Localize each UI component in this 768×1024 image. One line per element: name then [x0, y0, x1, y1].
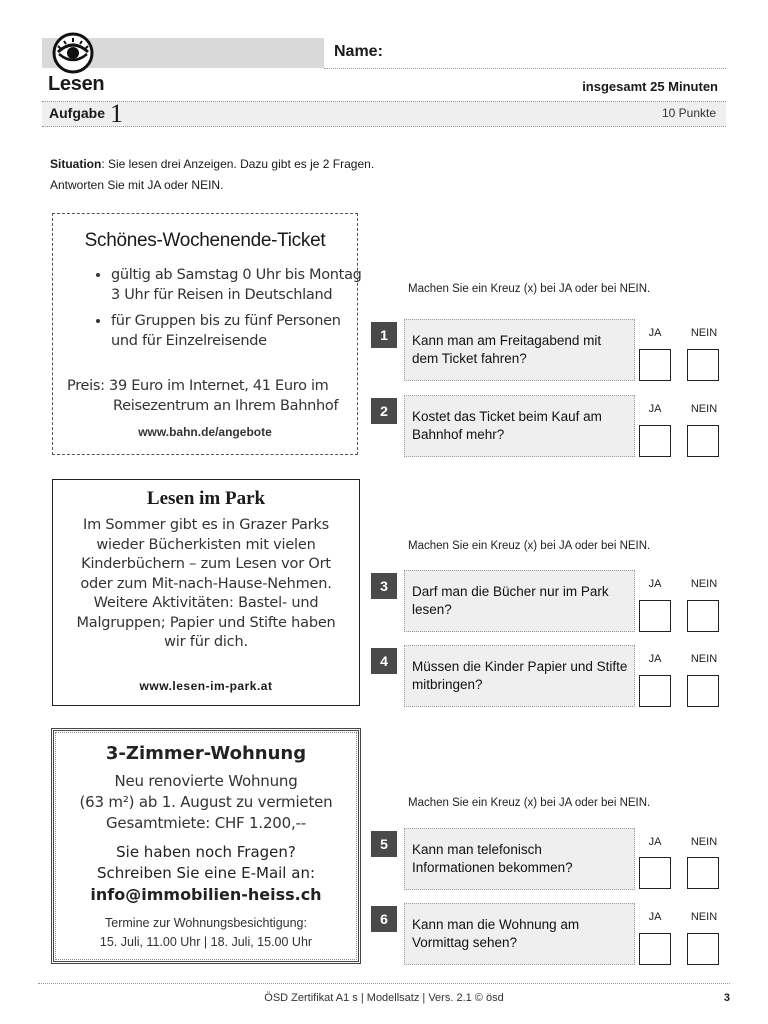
ad-apartment: [51, 728, 361, 964]
checkbox-ja-6[interactable]: [639, 933, 671, 965]
checkbox-ja-5[interactable]: [639, 857, 671, 889]
nein-label-4: NEIN: [690, 653, 718, 665]
eye-icon: [50, 32, 96, 74]
nein-label-2: NEIN: [690, 403, 718, 415]
ja-label-4: JA: [648, 653, 662, 665]
ad-ticket-bullet-1: • gültig ab Samstag 0 Uhr bis Montag 3 Uhr für Reisen in Deutschland: [111, 265, 371, 305]
ad-apartment-visits-2: 15. Juli, 11.00 Uhr | 18. Juli, 15.00 Uhr: [99, 935, 313, 949]
checkbox-nein-3[interactable]: [687, 600, 719, 632]
question-text-4: Müssen die Kinder Papier und Stifte mitbringen?: [412, 659, 628, 692]
question-number-4: 4: [371, 648, 397, 674]
question-6: [404, 903, 635, 965]
nein-label-3: NEIN: [690, 578, 718, 590]
checkbox-nein-4[interactable]: [687, 675, 719, 707]
ad-apartment-desc-2: (63 m²) ab 1. August zu vermieten: [79, 793, 333, 811]
ad-ticket-title: Schönes-Wochenende-Ticket: [84, 230, 326, 251]
situation-line2: Antworten Sie mit JA oder NEIN.: [50, 178, 224, 192]
instruction-2: Machen Sie ein Kreuz (x) bei JA oder bei NEIN.: [408, 540, 651, 552]
nein-label-6: NEIN: [690, 911, 718, 923]
ad-apartment-title: 3-Zimmer-Wohnung: [105, 743, 307, 764]
ad-apartment-contact-1: Sie haben noch Fragen?: [116, 843, 296, 861]
page-number: 3: [723, 992, 730, 1004]
question-1: [404, 319, 635, 381]
ad-ticket-price-line1: Preis: 39 Euro im Internet, 41 Euro im: [67, 378, 329, 394]
footer-divider: [38, 983, 730, 984]
question-number-1: 1: [371, 322, 397, 348]
checkbox-ja-1[interactable]: [639, 349, 671, 381]
question-text-3: Darf man die Bücher nur im Park lesen?: [412, 584, 609, 617]
ad-apartment-desc-1: Neu renovierte Wohnung: [114, 772, 298, 790]
ja-label-6: JA: [648, 911, 662, 923]
checkbox-nein-2[interactable]: [687, 425, 719, 457]
ad-ticket-url: www.bahn.de/angebote: [138, 425, 272, 439]
ad-apartment-email: info@immobilien-heiss.ch: [90, 885, 322, 904]
ja-label-3: JA: [648, 578, 662, 590]
points-label: 10 Punkte: [661, 106, 716, 120]
ad-apartment-description: [54, 771, 358, 834]
ja-label-2: JA: [648, 403, 662, 415]
ad-park-title: Lesen im Park: [146, 488, 266, 509]
ad-apartment-contact: [54, 842, 358, 905]
ad-apartment-desc-3: Gesamtmiete: CHF 1.200,--: [106, 814, 306, 832]
question-number-5: 5: [371, 831, 397, 857]
question-3: [404, 570, 635, 632]
ad-park: [52, 479, 360, 706]
name-label: Name:: [334, 43, 383, 60]
section-title: Lesen: [48, 73, 105, 95]
question-text-1: Kann man am Freitagabend mit dem Ticket fahren?: [412, 333, 602, 366]
instruction-3: Machen Sie ein Kreuz (x) bei JA oder bei NEIN.: [408, 797, 651, 809]
situation-text: [50, 154, 450, 196]
name-line: [324, 68, 726, 69]
question-number-2: 2: [371, 398, 397, 424]
checkbox-nein-5[interactable]: [687, 857, 719, 889]
question-2: [404, 395, 635, 457]
task-number: 1: [110, 99, 123, 128]
footer-text: ÖSD Zertifikat A1 s | Modellsatz | Vers. 2.1 © ösd: [264, 992, 504, 1004]
ad-apartment-visits: [54, 914, 358, 952]
question-text-2: Kostet das Ticket beim Kauf am Bahnhof mehr?: [412, 409, 602, 442]
question-number-6: 6: [371, 906, 397, 932]
checkbox-ja-4[interactable]: [639, 675, 671, 707]
ad-ticket-price: [67, 376, 351, 416]
ad-ticket-price-line2: Reisezentrum an Ihrem Bahnhof: [113, 398, 339, 414]
task-bar: [42, 101, 726, 127]
ja-label-1: JA: [648, 327, 662, 339]
situation-line1: : Sie lesen drei Anzeigen. Dazu gibt es je 2 Fragen.: [101, 157, 375, 171]
ad-park-url: www.lesen-im-park.at: [139, 679, 273, 693]
ja-label-5: JA: [648, 836, 662, 848]
question-text-6: Kann man die Wohnung am Vormittag sehen?: [412, 917, 580, 950]
question-4: [404, 645, 635, 707]
question-5: [404, 828, 635, 890]
situation-label: Situation: [50, 157, 102, 171]
checkbox-nein-1[interactable]: [687, 349, 719, 381]
question-text-5: Kann man telefonisch Informationen bekommen?: [412, 842, 573, 875]
checkbox-ja-3[interactable]: [639, 600, 671, 632]
ad-apartment-contact-2: Schreiben Sie eine E-Mail an:: [97, 864, 315, 882]
task-label: Aufgabe: [49, 105, 105, 121]
checkbox-nein-6[interactable]: [687, 933, 719, 965]
ad-ticket-list: [89, 265, 371, 357]
ad-apartment-visits-1: Termine zur Wohnungsbesichtigung:: [105, 916, 307, 930]
ad-ticket-bullet-2: • für Gruppen bis zu fünf Personen und für Einzelreisende: [111, 311, 371, 351]
checkbox-ja-2[interactable]: [639, 425, 671, 457]
question-number-3: 3: [371, 573, 397, 599]
ad-park-body: Im Sommer gibt es in Grazer Parks wieder Bücherkisten mit vielen Kinderbüchern – zum Lesen vor Ort oder zum Mit-nach-Hause-Nehmen. Weitere Aktivitäten: Bastel- und Malgruppen; Papier und Stifte haben wir für dich.: [76, 517, 336, 650]
total-time: insgesamt 25 Minuten: [582, 79, 718, 94]
instruction-1: Machen Sie ein Kreuz (x) bei JA oder bei NEIN.: [408, 283, 651, 295]
nein-label-5: NEIN: [690, 836, 718, 848]
nein-label-1: NEIN: [690, 327, 718, 339]
ad-ticket: [52, 213, 362, 455]
